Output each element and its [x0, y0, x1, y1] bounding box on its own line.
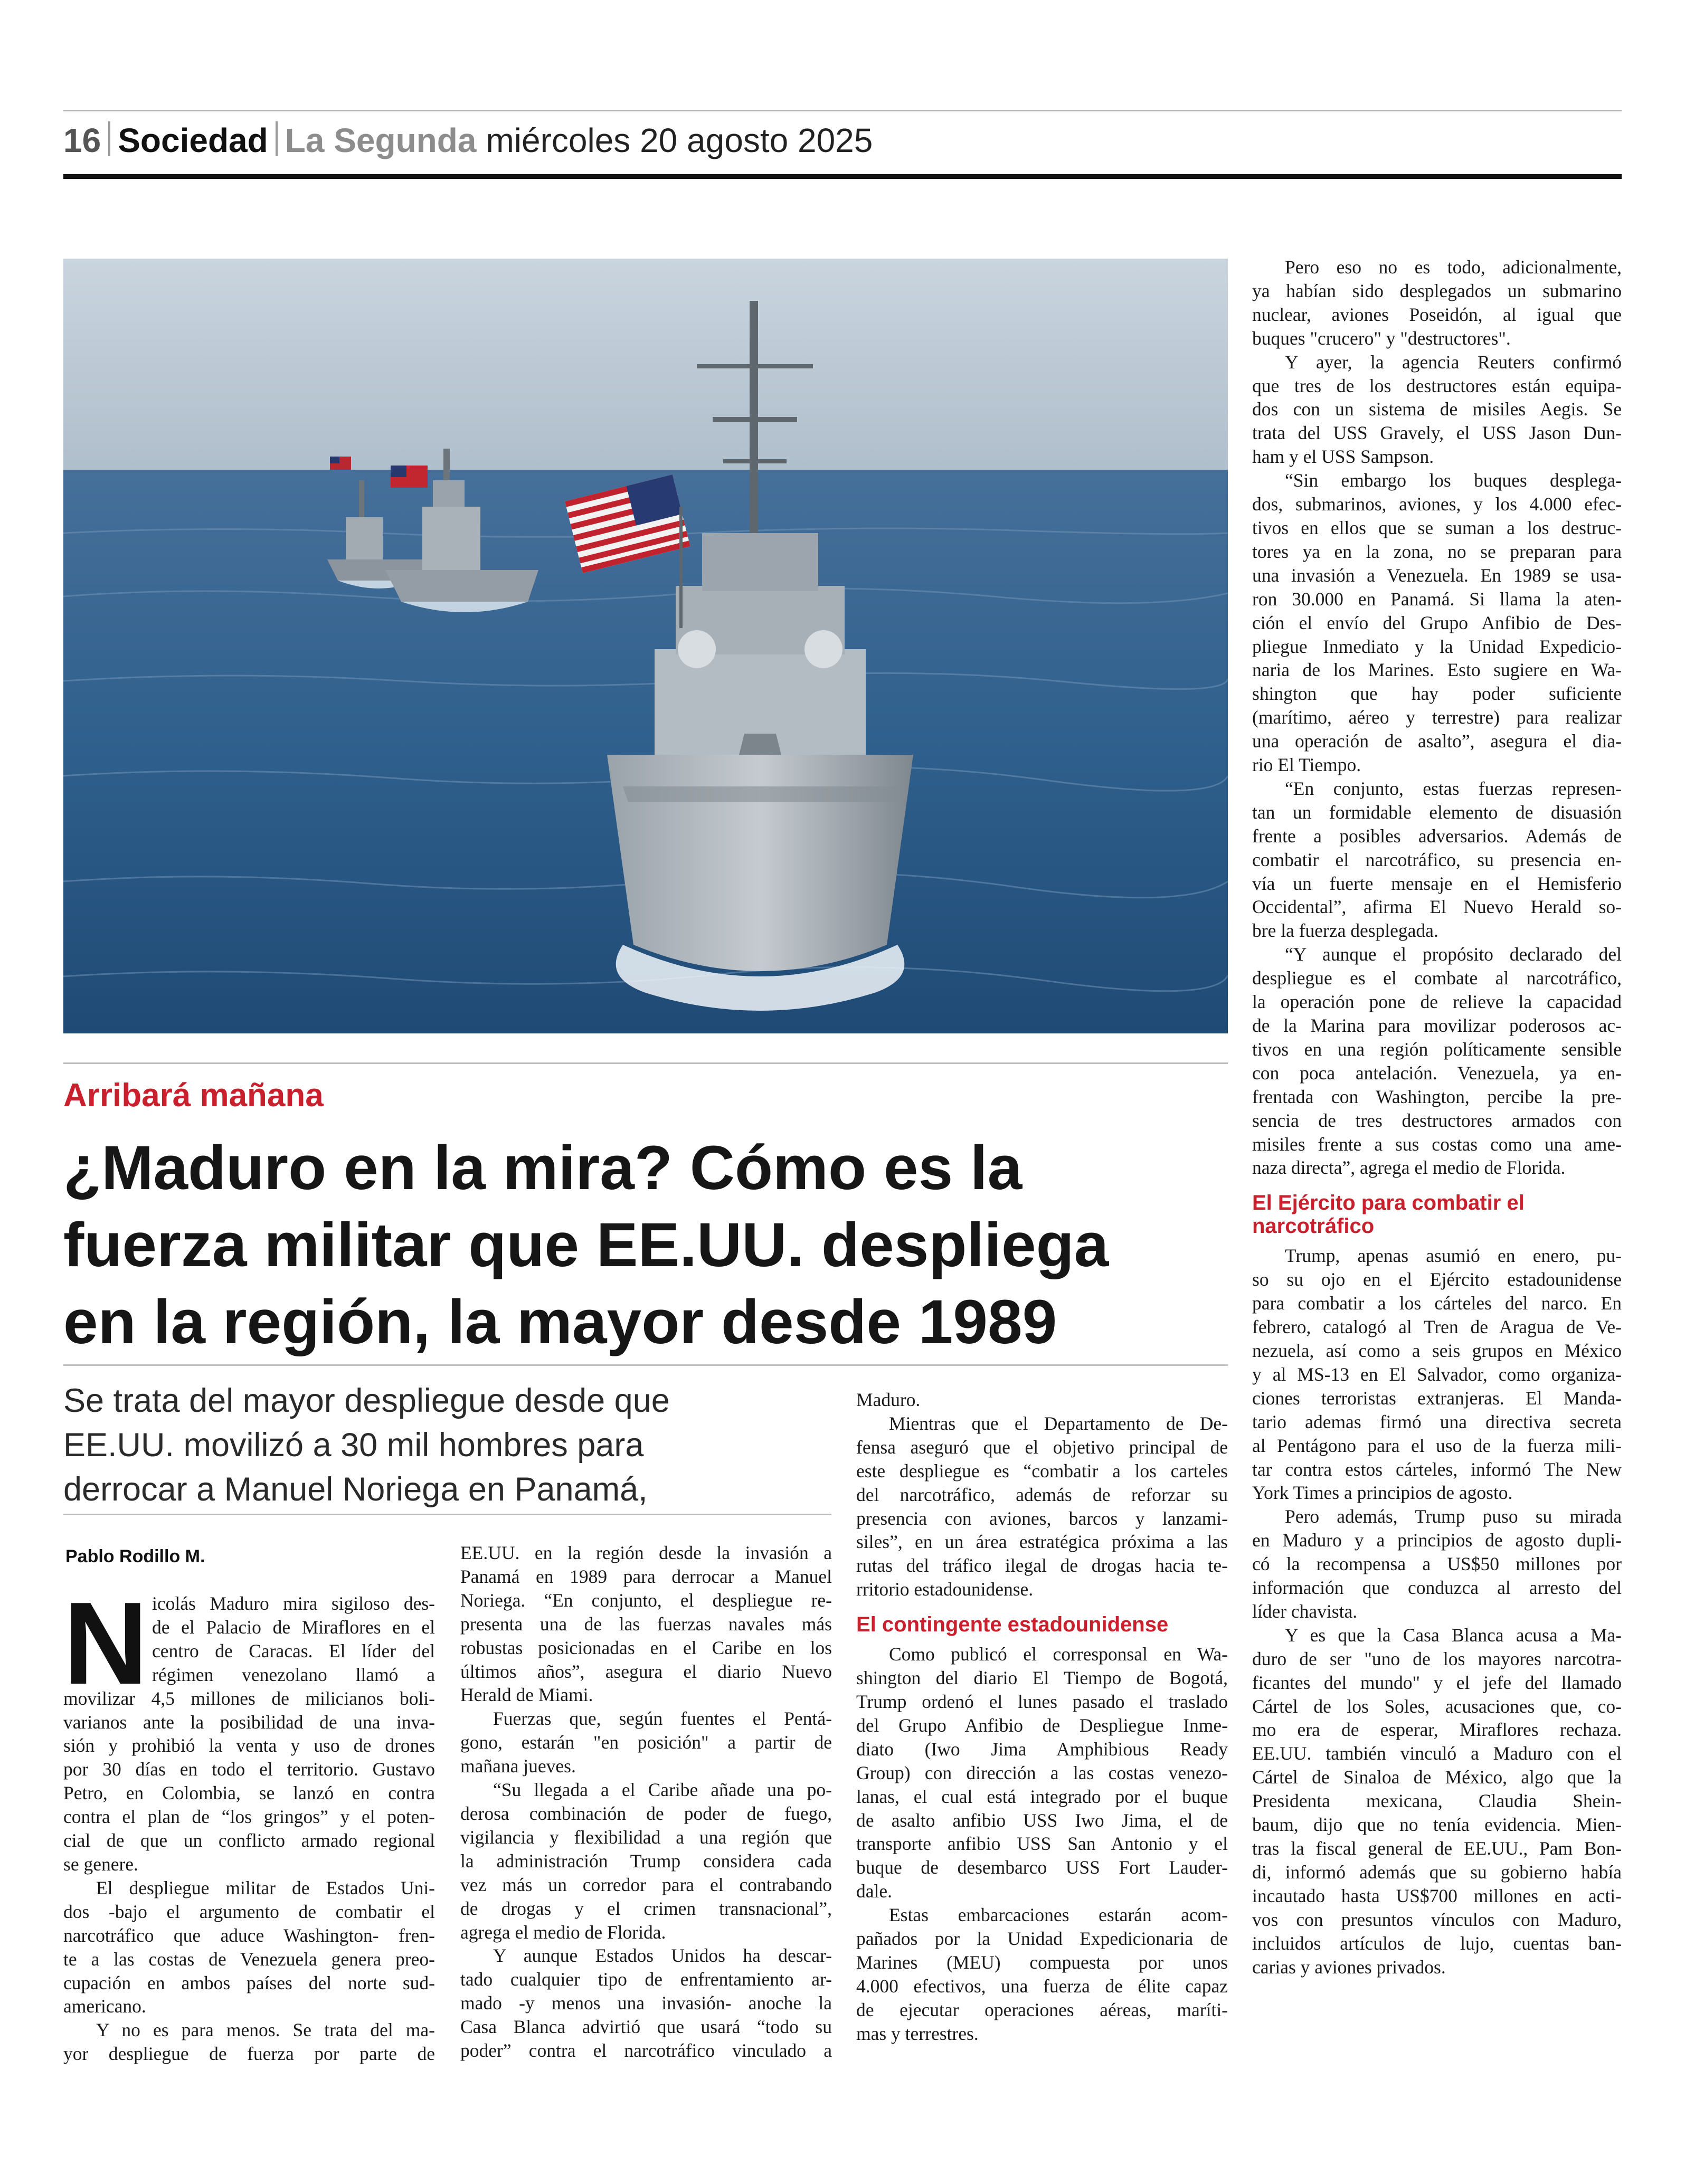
text-line: lanas, el cual está integrado por el buque	[856, 1786, 1228, 1807]
text-line: Panamá en 1989 para derrocar a Manuel	[460, 1565, 832, 1587]
text-line: Cártel de los Soles, acusaciones que, co-	[1252, 1695, 1622, 1717]
text-line: incautado hasta US$700 millones en acti-	[1252, 1885, 1622, 1906]
text-line: rio El Tiempo.	[1252, 754, 1361, 776]
text-line: di, informó además que su gobierno había	[1252, 1861, 1622, 1883]
text-line: Fuerzas que, según fuentes el Pentá-	[493, 1708, 832, 1730]
text-line: York Times a principios de agosto.	[1252, 1482, 1513, 1504]
text-line: Y aunque Estados Unidos ha descar-	[493, 1945, 832, 1967]
text-line: vos con presuntos vínculos con Maduro,	[1252, 1908, 1622, 1930]
text-line: régimen venezolano llamó a	[152, 1664, 435, 1685]
deck-bottom-rule	[63, 1514, 831, 1515]
text-line: vez más un corredor para el contrabando	[460, 1874, 832, 1895]
text-line: Estas embarcaciones estarán acom-	[889, 1904, 1228, 1926]
text-line: naza directa”, agrega el medio de Florida.	[1252, 1157, 1566, 1179]
text-line: febrero, catalogó al Tren de Aragua de Ve-	[1252, 1316, 1622, 1338]
text-line: bre la fuerza desplegada.	[1252, 920, 1438, 942]
text-line: shington que hay poder suficiente	[1252, 683, 1622, 705]
text-line: yor despliegue de fuerza por parte de	[63, 2043, 435, 2065]
deck-line: EE.UU. movilizó a 30 mil hombres para	[63, 1427, 644, 1464]
text-line: Cártel de Sinaloa de México, algo que la	[1252, 1767, 1622, 1788]
text-line: Maduro.	[856, 1389, 921, 1410]
subheading: El Ejército para combatir el	[1252, 1191, 1525, 1215]
text-line: incluidos artículos de lujo, cuentas ban-	[1252, 1932, 1622, 1954]
text-line: de drogas y el crimen transnacional”,	[460, 1897, 832, 1919]
text-line: dos -bajo el argumento de combatir el	[63, 1901, 435, 1922]
text-line: mado -y menos una invasión- anoche la	[460, 1992, 832, 2014]
text-line: carias y aviones privados.	[1252, 1956, 1446, 1978]
text-line: EE.UU. en la región desde la invasión a	[460, 1542, 832, 1563]
text-line: Marines (MEU) compuesta por unos	[856, 1951, 1228, 1973]
article-column-3	[856, 1388, 1228, 2046]
text-line: presenta una de las fuerzas navales más	[460, 1613, 832, 1635]
text-line: rutas del tráfico ilegal de drogas hacia te-	[856, 1555, 1228, 1577]
text-line: se genere.	[63, 1853, 138, 1875]
text-line: de ejecutar operaciones aéreas, maríti-	[856, 1999, 1228, 2020]
text-line: “En conjunto, estas fuerzas represen-	[1285, 777, 1622, 799]
text-line: este despliegue es “combatir a los carteles	[856, 1460, 1228, 1482]
text-line: al Pentágono para el uso de la fuerza mili-	[1252, 1435, 1622, 1456]
text-line: dos con un sistema de misiles Aegis. Se	[1252, 398, 1622, 420]
text-line: “Y aunque el propósito declarado del	[1285, 944, 1622, 965]
headline-bottom-rule	[63, 1364, 1228, 1366]
article-column-2	[460, 1541, 832, 2063]
text-line: trata del USS Gravely, el USS Jason Dun-	[1252, 422, 1622, 444]
text-line: Trump, apenas asumió en enero, pu-	[1285, 1245, 1622, 1267]
header-separator	[276, 121, 278, 156]
text-line: Pero eso no es todo, adicionalmente,	[1285, 257, 1622, 278]
text-line: sión y prohibió la venta y uso de drones	[63, 1735, 435, 1756]
text-line: Group) con dirección a las costas venezo-	[856, 1762, 1228, 1783]
text-line: tras la fiscal general de EE.UU., Pam Bon-	[1252, 1838, 1622, 1859]
subheading: El contingente estadounidense	[856, 1613, 1169, 1637]
text-line: rritorio estadounidense.	[856, 1579, 1034, 1600]
text-line: tores ya en la zona, no se preparan para	[1252, 540, 1622, 562]
text-line: nuclear, aviones Poseidón, al igual que	[1252, 303, 1622, 325]
text-line: có la recompensa a US$50 millones por	[1252, 1553, 1622, 1575]
text-line: una operación de asalto”, asegura el dia-	[1252, 730, 1622, 752]
text-line: americano.	[63, 1996, 146, 2017]
text-line: pliegue Inmediato y la Unidad Expedicio-	[1252, 635, 1622, 657]
text-line: información que conduzca al arresto del	[1252, 1577, 1622, 1599]
text-line: Casa Blanca advirtió que usará “todo su	[460, 2016, 832, 2038]
text-line: so su ojo en el Ejército estadounidense	[1252, 1269, 1622, 1290]
article-kicker: Arribará mañana	[63, 1077, 324, 1114]
text-line: buque de desembarco USS Fort Lauder-	[856, 1857, 1228, 1878]
text-line: ham y el USS Sampson.	[1252, 446, 1434, 468]
text-line: EE.UU. también vinculó a Maduro con el	[1252, 1743, 1622, 1764]
text-line: te a las costas de Venezuela genera preo-	[63, 1948, 435, 1970]
text-line: shington del diario El Tiempo de Bogotá,	[856, 1667, 1228, 1689]
text-line: mo era de esperar, Miraflores rechaza.	[1252, 1719, 1622, 1741]
drop-cap: N	[63, 1578, 148, 1709]
section-name: Sociedad	[118, 121, 268, 159]
text-line: tado cualquier tipo de enfrentamiento ar-	[460, 1969, 832, 1990]
text-line: Y es que la Casa Blanca acusa a Ma-	[1285, 1624, 1622, 1646]
headline-line: fuerza militar que EE.UU. despliega	[63, 1210, 1109, 1280]
issue-date: miércoles 20 agosto 2025	[486, 121, 873, 159]
article-deck	[63, 1379, 802, 1512]
text-line: tivos en ellos que se suman a los destruc-	[1252, 517, 1622, 538]
text-line: Noriega. “En conjunto, el despliegue re-	[460, 1589, 832, 1611]
text-line: pañados por la Unidad Expedicionaria de	[856, 1928, 1228, 1950]
text-line: de la Marina para movilizar poderosos ac-	[1252, 1015, 1622, 1036]
text-line: icolás Maduro mira sigiloso des-	[152, 1593, 435, 1614]
text-line: ciones terroristas extranjeras. El Manda-	[1252, 1387, 1622, 1409]
text-line: presencia con aviones, barcos y lanzami-	[856, 1507, 1228, 1529]
text-line: (marítimo, aéreo y terrestre) para realizar	[1252, 707, 1622, 728]
headline-top-rule	[63, 1062, 1228, 1064]
text-line: nezuela, así como a seis grupos en México	[1252, 1340, 1622, 1361]
text-line: de asalto anfibio USS Iwo Jima, el de	[856, 1809, 1228, 1831]
text-line: ron 30.000 en Panamá. Si llama la aten-	[1252, 588, 1622, 610]
text-line: cupación en ambos países del norte sud-	[63, 1972, 435, 1993]
deck-line: Se trata del mayor despliegue desde que	[63, 1382, 670, 1419]
text-line: naria de los Marines. Esto sugiere en Wa-	[1252, 659, 1622, 681]
header-separator	[108, 121, 110, 156]
page-number: 16	[63, 121, 101, 159]
text-line: vía un fuerte mensaje en el Hemisferio	[1252, 872, 1622, 894]
text-line: que tres de los destructores están equipa-	[1252, 375, 1622, 396]
text-line: frente a posibles adversarios. Además de	[1252, 825, 1622, 847]
text-line: agrega el medio de Florida.	[460, 1921, 666, 1943]
text-line: “Sin embargo los buques desplega-	[1285, 470, 1622, 491]
byline: Pablo Rodillo M.	[65, 1546, 205, 1566]
header-bottom-bar	[63, 174, 1622, 179]
text-line: robustas posicionadas en el Caribe en los	[460, 1637, 832, 1658]
text-line: buques "crucero" y "destructores".	[1252, 327, 1511, 349]
warships-photo	[63, 259, 1228, 1033]
text-line: Occidental”, afirma El Nuevo Herald so-	[1252, 896, 1622, 918]
text-line: frentada con Washington, percibe la pre-	[1252, 1086, 1622, 1107]
text-line: Y ayer, la agencia Reuters confirmó	[1285, 351, 1622, 373]
text-line: y al MS-13 en El Salvador, como organiza-	[1252, 1363, 1622, 1385]
text-line: ya habían sido desplegados un submarino	[1252, 280, 1622, 301]
text-line: fensa aseguró que el objetivo principal de	[856, 1436, 1228, 1458]
text-line: ficantes del mundo" y el jefe del llamado	[1252, 1672, 1622, 1693]
text-line: últimos años”, asegura el diario Nuevo	[460, 1660, 832, 1682]
text-line: Presidenta mexicana, Claudia Shein-	[1252, 1790, 1622, 1812]
headline-line: ¿Maduro en la mira? Cómo es la	[63, 1133, 1023, 1203]
text-line: duro de ser "uno de los mayores narcotra-	[1252, 1648, 1622, 1669]
text-line: ción el envío del Grupo Anfibio de Des-	[1252, 612, 1622, 633]
text-line: por 30 días en todo el territorio. Gustavo	[63, 1759, 435, 1780]
article-column-4	[1252, 255, 1622, 1979]
text-line: vigilancia y flexibilidad a una región que	[460, 1826, 832, 1848]
text-line: de el Palacio de Miraflores en el	[152, 1616, 435, 1638]
text-line: derosa combinación de poder de fuego,	[460, 1802, 832, 1824]
text-line: la operación pone de relieve la capacidad	[1252, 991, 1622, 1013]
text-line: la administración Trump considera cada	[460, 1850, 832, 1872]
text-line: en Maduro y a principios de agosto dupli-	[1252, 1530, 1622, 1551]
text-line: Como publicó el corresponsal en Wa-	[889, 1644, 1228, 1665]
publication-name: La Segunda	[285, 121, 477, 159]
headline-line: en la región, la mayor desde 1989	[63, 1287, 1057, 1357]
text-line: centro de Caracas. El líder del	[152, 1640, 435, 1661]
article-headline	[63, 1129, 1228, 1361]
page-header	[63, 117, 873, 159]
text-line: poder” contra el narcotráfico vinculado a	[460, 2040, 832, 2062]
text-line: del narcotráfico, además de reforzar su	[856, 1484, 1228, 1505]
text-line: narcotráfico que aduce Washington- fren-	[63, 1924, 435, 1946]
text-line: misiles frente a sus costas como una ame-	[1252, 1133, 1622, 1155]
text-line: contra el plan de “los gringos” y el poten-	[63, 1806, 435, 1828]
text-line: con poca antelación. Venezuela, ya en-	[1252, 1062, 1622, 1084]
text-line: siles”, en un área estratégica próxima a las	[856, 1531, 1228, 1553]
text-line: transporte anfibio USS San Antonio y el	[856, 1833, 1228, 1855]
text-line: baum, dijo que no tenía evidencia. Mien-	[1252, 1814, 1622, 1836]
text-line: El despliegue militar de Estados Uni-	[96, 1877, 435, 1898]
text-line: diato (Iwo Jima Amphibious Ready	[856, 1738, 1228, 1760]
header-top-rule	[63, 110, 1622, 111]
text-line: combatir el narcotráfico, su presencia en-	[1252, 849, 1622, 870]
text-line: 4.000 efectivos, una fuerza de élite capaz	[856, 1975, 1228, 1997]
text-line: tan un formidable elemento de disuasión	[1252, 801, 1622, 823]
text-line: dos, submarinos, aviones, y los 4.000 efec-	[1252, 493, 1622, 515]
text-line: Petro, en Colombia, se lanzó en contra	[63, 1782, 435, 1804]
deck-line: derrocar a Manuel Noriega en Panamá,	[63, 1471, 648, 1508]
text-line: “Su llegada a el Caribe añade una po-	[493, 1779, 832, 1801]
article-column-1	[63, 1578, 435, 2066]
text-line: cial de que un conflicto armado regional	[63, 1830, 435, 1851]
text-line: una invasión a Venezuela. En 1989 se usa-	[1252, 564, 1622, 586]
text-line: dale.	[856, 1881, 893, 1902]
text-line: despliegue es el combate al narcotráfico,	[1252, 967, 1622, 989]
text-line: tar contra estos cárteles, informó The New	[1252, 1458, 1622, 1480]
text-line: mañana jueves.	[460, 1755, 576, 1777]
text-line: Pero además, Trump puso su mirada	[1285, 1506, 1622, 1527]
text-line: sencia de tres destructores armados con	[1252, 1109, 1622, 1131]
text-line: Trump ordenó el lunes pasado el traslado	[856, 1691, 1228, 1712]
text-line: gono, estarán "en posición" a partir de	[460, 1732, 832, 1753]
text-line: del Grupo Anfibio de Despliegue Inme-	[856, 1714, 1228, 1736]
text-line: Herald de Miami.	[460, 1684, 593, 1706]
subheading: narcotráfico	[1252, 1214, 1375, 1238]
text-line: mas y terrestres.	[856, 2022, 979, 2044]
text-line: tivos en una región políticamente sensible	[1252, 1038, 1622, 1060]
text-line: movilizar 4,5 millones de milicianos boli-	[63, 1687, 435, 1709]
text-line: Y no es para menos. Se trata del ma-	[96, 2019, 435, 2041]
text-line: para combatir a los cárteles del narco. En	[1252, 1293, 1622, 1314]
text-line: Mientras que el Departamento de De-	[889, 1412, 1228, 1434]
text-line: tario ademas firmó una directiva secreta	[1252, 1411, 1622, 1432]
text-line: varianos ante la posibilidad de una inva-	[63, 1711, 435, 1733]
text-line: líder chavista.	[1252, 1600, 1358, 1622]
